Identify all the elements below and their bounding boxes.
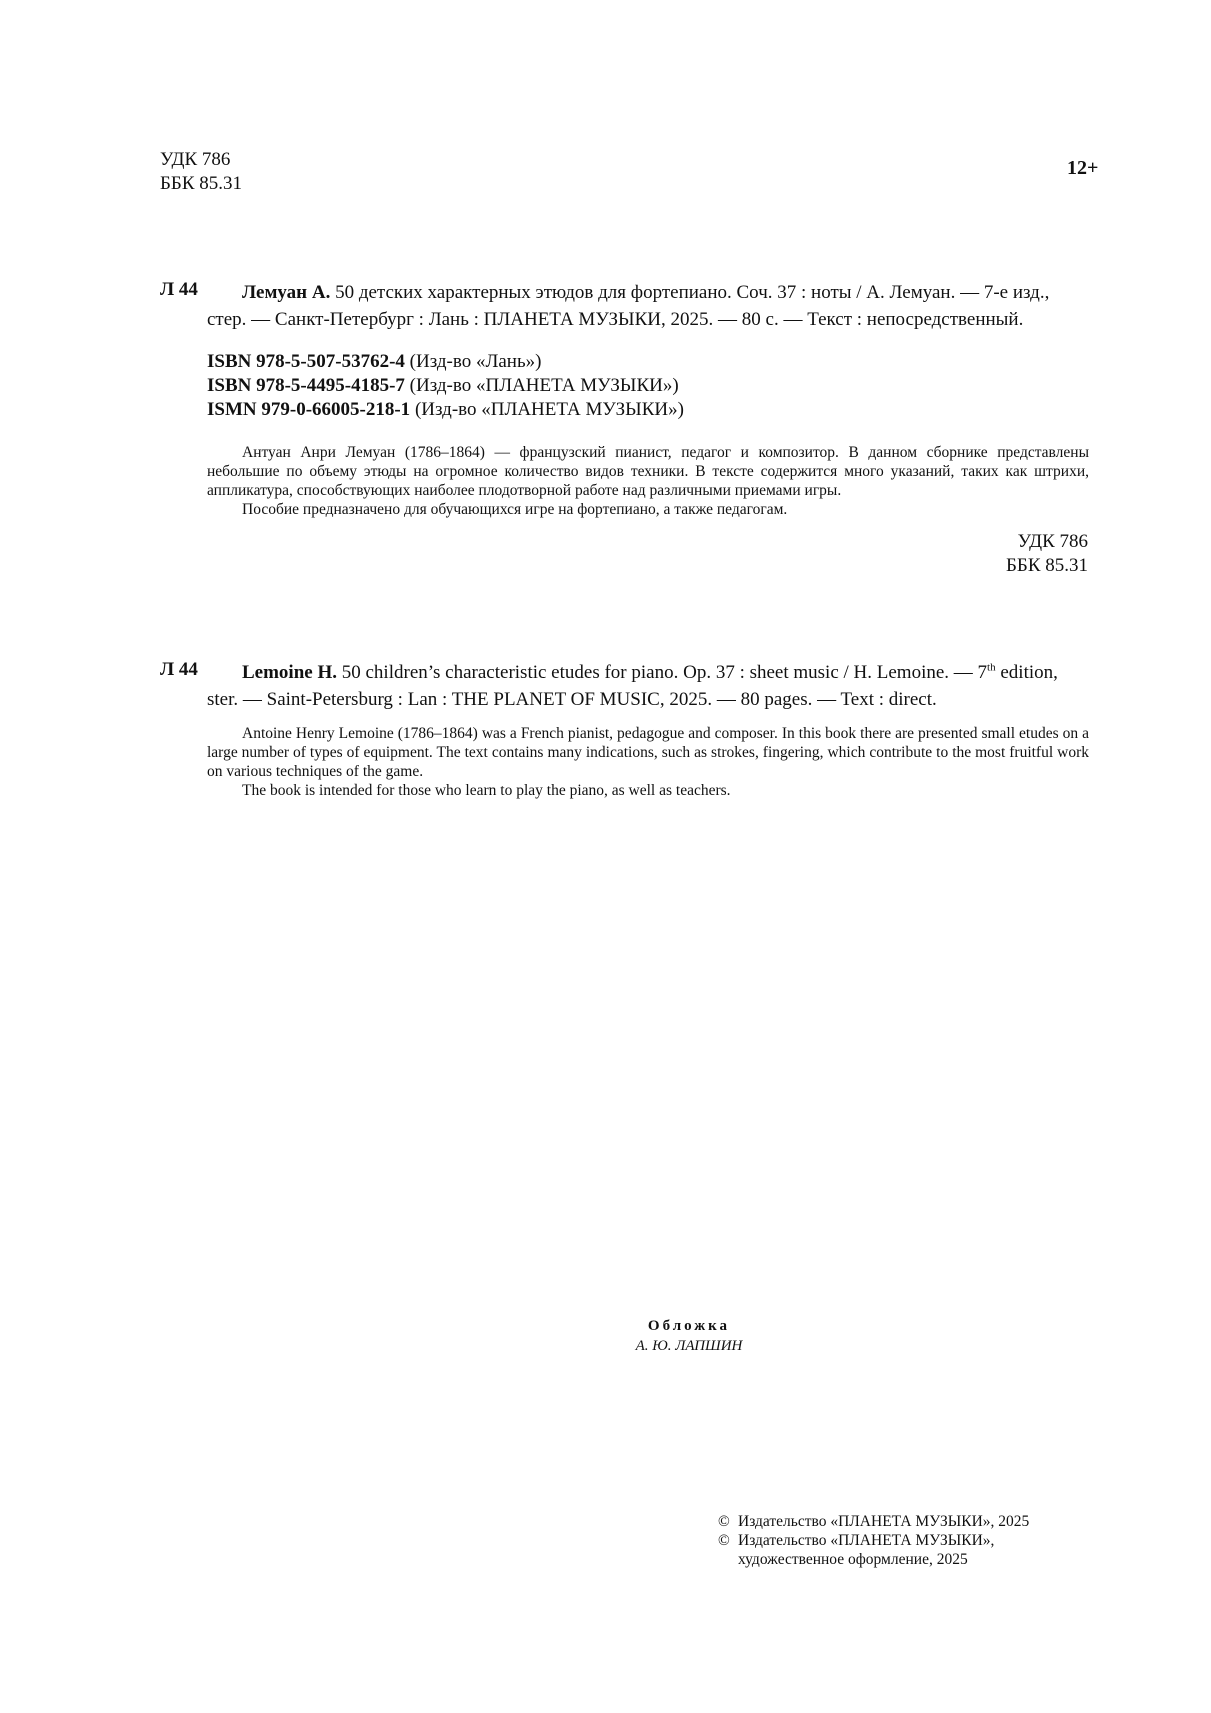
copyright-line-2 bbox=[718, 1531, 1029, 1550]
ru-entry-line-2: стер. — Санкт-Петербург : Лань : ПЛАНЕТА МУЗЫКИ, 2025. — 80 с. — Текст : непосредственный. bbox=[207, 309, 1024, 330]
ru-title-rest: 50 детских характерных этюдов для фортепиано. Соч. 37 : ноты / А. Лемуан. — 7-е изд., bbox=[335, 282, 1050, 303]
en-edition-suffix: th bbox=[987, 661, 996, 674]
en-entry-line-1 bbox=[242, 659, 1088, 686]
en-annotation-p2: The book is intended for those who learn to play the piano, as well as teachers. bbox=[242, 782, 731, 799]
cover-heading: Обложка bbox=[647, 1318, 731, 1334]
bottom-udk: УДК 786 bbox=[1017, 531, 1088, 552]
en-annotation-p1: Antoine Henry Lemoine (1786–1864) was a French pianist, pedagogue and composer. In this book there are presented small etudes on a large number of types of equipment. The text contains many indications, such as strokes, fingering, which contribute to the most fruitful work on various techniques of the game. bbox=[207, 725, 1089, 780]
copyright-line-3: художественное оформление, 2025 bbox=[738, 1551, 968, 1568]
ru-annotation-p2: Пособие предназначено для обучающихся игре на фортепиано, а также педагогам. bbox=[242, 501, 788, 518]
en-author: Lemoine H. bbox=[242, 662, 337, 683]
ru-entry-line-1 bbox=[242, 279, 1088, 306]
en-annotation bbox=[207, 724, 1089, 800]
ismn-planeta bbox=[207, 398, 684, 422]
ru-annotation bbox=[207, 443, 1089, 519]
copyright-icon: © bbox=[718, 1532, 730, 1549]
copyright-text-2: Издательство «ПЛАНЕТА МУЗЫКИ», bbox=[738, 1532, 995, 1549]
top-classification bbox=[160, 148, 242, 196]
top-udk: УДК 786 bbox=[160, 149, 231, 170]
en-edition-end: edition, bbox=[995, 662, 1058, 683]
bottom-classification bbox=[980, 530, 1088, 578]
en-bibliographic-entry bbox=[207, 659, 1088, 713]
isbn-lan-publisher: (Изд-во «Лань») bbox=[409, 351, 542, 372]
copyright-line-1 bbox=[718, 1512, 1029, 1531]
age-rating: 12+ bbox=[1067, 157, 1099, 179]
isbn-planeta bbox=[207, 374, 684, 398]
en-author-sign: Л 44 bbox=[160, 659, 198, 680]
cover-designer: А. Ю. ЛАПШИН bbox=[635, 1338, 743, 1354]
ru-bibliographic-entry bbox=[207, 279, 1088, 333]
ismn-planeta-publisher: (Изд-во «ПЛАНЕТА МУЗЫКИ») bbox=[414, 399, 684, 420]
bottom-bbk: ББК 85.31 bbox=[1006, 555, 1088, 576]
isbn-list bbox=[207, 350, 684, 422]
ru-annotation-p1: Антуан Анри Лемуан (1786–1864) — французский пианист, педагог и композитор. В данном сборнике представлены небольшие по объему этюды на огромное количество видов техники. В тексте содержится много указаний, таких как штрихи, аппликатура, способствующих наиболее плодотворной работе над различными приемами игры. bbox=[207, 444, 1089, 499]
ru-author: Лемуан А. bbox=[242, 282, 331, 303]
copyright-icon: © bbox=[718, 1513, 730, 1530]
copyright-block bbox=[718, 1512, 1029, 1569]
isbn-planeta-publisher: (Изд-во «ПЛАНЕТА МУЗЫКИ») bbox=[409, 375, 679, 396]
ru-author-sign: Л 44 bbox=[160, 279, 198, 300]
isbn-lan-code: ISBN 978-5-507-53762-4 bbox=[207, 351, 405, 372]
en-entry-line-2: ster. — Saint-Petersburg : Lan : THE PLANET OF MUSIC, 2025. — 80 pages. — Text : direct. bbox=[207, 689, 937, 710]
en-title-rest: 50 children’s characteristic etudes for piano. Op. 37 : sheet music / H. Lemoine. — 7 bbox=[341, 662, 988, 683]
copyright-text-1: Издательство «ПЛАНЕТА МУЗЫКИ», 2025 bbox=[738, 1513, 1030, 1530]
ismn-planeta-code: ISMN 979-0-66005-218-1 bbox=[207, 399, 411, 420]
top-bbk: ББК 85.31 bbox=[160, 173, 242, 194]
isbn-planeta-code: ISBN 978-5-4495-4185-7 bbox=[207, 375, 405, 396]
isbn-lan bbox=[207, 350, 684, 374]
